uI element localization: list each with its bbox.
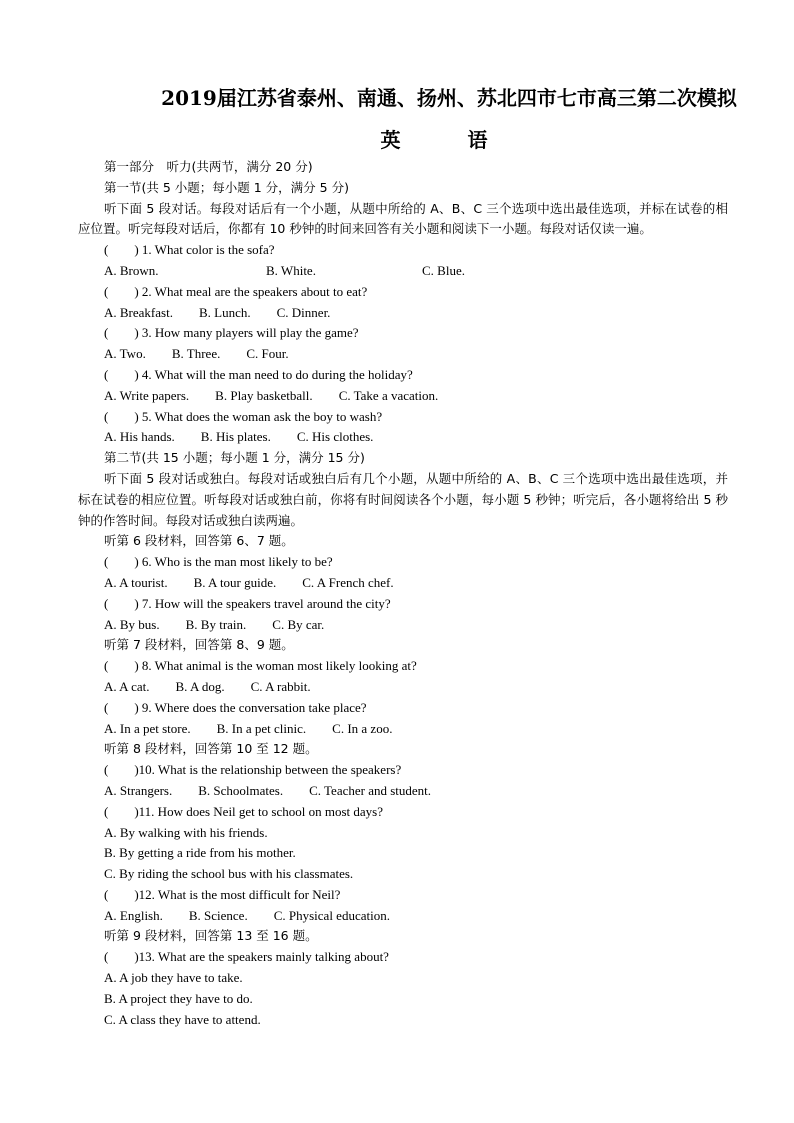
- option-a: A. A job they have to take.: [104, 970, 243, 986]
- option-b: B. Lunch.: [198, 304, 251, 320]
- question-stem: ( )10. What is the relationship between the speakers?: [104, 762, 402, 778]
- section1-heading: 第一节(共 5 小题；每小题 1 分，满分 5 分): [104, 179, 349, 195]
- part1-heading: 第一部分 听力(共两节，满分 20 分): [104, 159, 313, 174]
- question-options: [104, 386, 726, 407]
- option-a: A. Two.: [104, 346, 146, 362]
- question-options: A. In a pet store. B. In a pet clinic. C. In a zoo.: [104, 720, 393, 736]
- question-stem: ( ) 3. How many players will play the game?: [104, 325, 359, 341]
- question-options: A. By bus. B. By train. C. By car.: [104, 616, 325, 632]
- material-heading: 听第 9 段材料，回答第 13 至 16 题。: [104, 928, 318, 944]
- option-b: B. Three.: [171, 346, 221, 362]
- option-b: B. A project they have to do.: [104, 990, 253, 1006]
- option-b: B. His plates.: [200, 429, 271, 445]
- option-a: A. Brown.: [104, 262, 159, 278]
- option-c: C. Take a vacation.: [338, 387, 439, 403]
- option-a: A. Write papers.: [104, 387, 190, 403]
- material-heading: 听第 8 段材料，回答第 10 至 12 题。: [104, 741, 318, 757]
- exam-body: [78, 157, 728, 1030]
- question-stem: ( ) 8. What animal is the woman most likely looking at?: [104, 658, 417, 674]
- question-options: [104, 344, 726, 365]
- section2-heading: 第二节(共 15 小题；每小题 1 分，满分 15 分): [104, 450, 365, 466]
- option-c: C. By riding the school bus with his classmates.: [104, 866, 354, 882]
- question-options: [104, 303, 726, 324]
- option-b: B. White.: [266, 262, 316, 278]
- question-stem: ( ) 1. What color is the sofa?: [104, 242, 275, 258]
- question-options: [104, 427, 726, 448]
- material-heading: 听第 6 段材料，回答第 6、7 题。: [104, 533, 294, 549]
- exam-title: 2019届江苏省泰州、南通、扬州、苏北四市七市高三第二次模拟: [161, 86, 737, 110]
- question-stem: ( ) 5. What does the woman ask the boy to wash?: [104, 408, 383, 424]
- question-stem: ( )11. How does Neil get to school on most days?: [104, 803, 383, 819]
- option-c: C. His clothes.: [296, 429, 374, 445]
- question-stem: ( ) 2. What meal are the speakers about to eat?: [104, 283, 368, 299]
- question-options: A. English. B. Science. C. Physical education.: [104, 907, 390, 923]
- question-stem: ( )12. What is the most difficult for Neil?: [104, 886, 341, 902]
- option-a: A. Breakfast.: [104, 304, 173, 320]
- section2-instructions: 听下面 5 段对话或独白。每段对话或独白后有几个小题，从题中所给的 A、B、C 三个选项中选出最佳选项，并标在试卷的相应位置。听每段对话或独白前，你将有时间阅读各个小题，每小题 5 秒钟；听完后，各小题将给出 5 秒钟的作答时间。每段对话或独白读两遍。: [78, 470, 728, 528]
- question-stem: ( ) 9. Where does the conversation take place?: [104, 699, 367, 715]
- subject-title: 英 语: [380, 128, 518, 152]
- option-b: B. By getting a ride from his mother.: [104, 845, 296, 861]
- option-a: A. By walking with his friends.: [104, 824, 268, 840]
- option-c: C. Blue.: [422, 262, 465, 278]
- option-c: C. Dinner.: [276, 304, 331, 320]
- option-b: B. Play basketball.: [215, 387, 313, 403]
- question-stem: ( ) 7. How will the speakers travel around the city?: [104, 595, 391, 611]
- question-options: A. A cat. B. A dog. C. A rabbit.: [104, 678, 311, 694]
- question-stem: ( )13. What are the speakers mainly talking about?: [104, 949, 389, 965]
- option-c: C. A class they have to attend.: [104, 1011, 261, 1027]
- question-options: [104, 261, 726, 282]
- option-a: A. His hands.: [104, 429, 175, 445]
- question-options: A. A tourist. B. A tour guide. C. A French chef.: [104, 574, 394, 590]
- question-stem: ( ) 6. Who is the man most likely to be?: [104, 554, 333, 570]
- material-heading: 听第 7 段材料，回答第 8、9 题。: [104, 637, 294, 653]
- question-stem: ( ) 4. What will the man need to do during the holiday?: [104, 366, 413, 382]
- question-options: A. Strangers. B. Schoolmates. C. Teacher and student.: [104, 782, 432, 798]
- option-c: C. Four.: [246, 346, 289, 362]
- section1-instructions: 听下面 5 段对话。每段对话后有一个小题，从题中所给的 A、B、C 三个选项中选出最佳选项，并标在试卷的相应位置。听完每段对话后，你都有 10 秒钟的时间来回答有关小题和阅读下一小题。每段对话仅读一遍。: [78, 200, 728, 237]
